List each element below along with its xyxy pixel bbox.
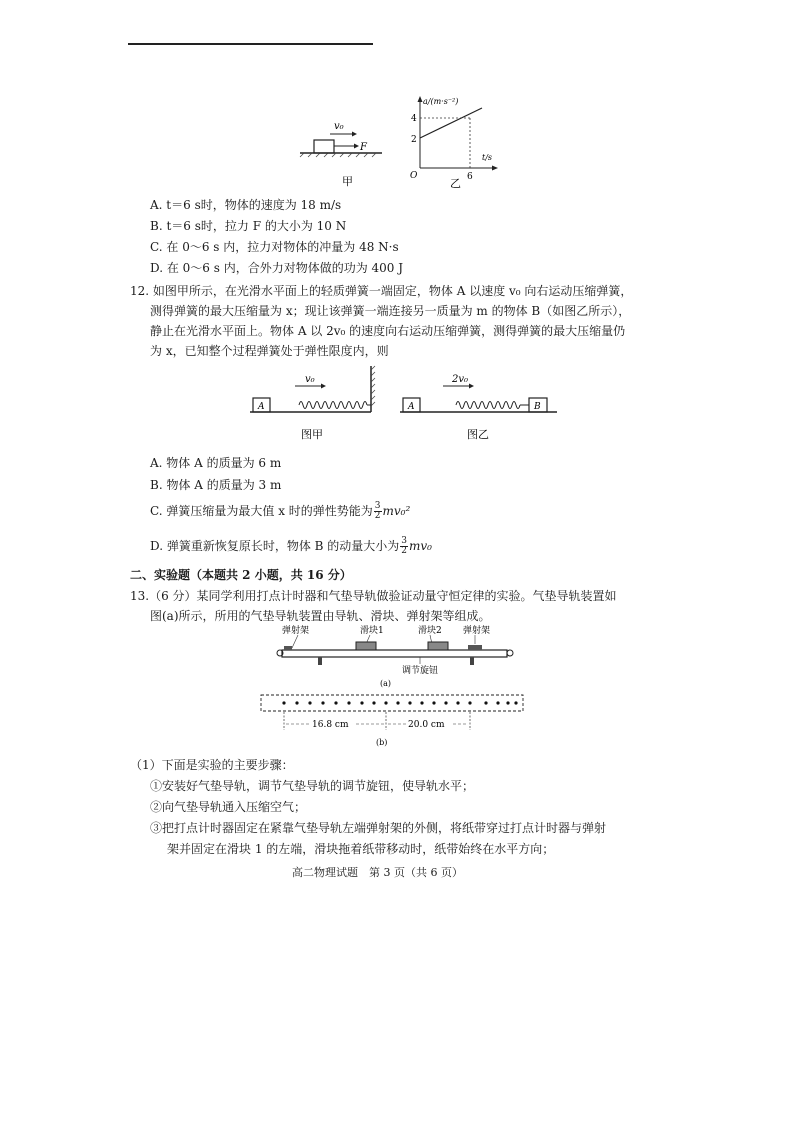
tick-4: 4 (411, 114, 417, 124)
label-slider-1: 滑块1 (360, 626, 384, 636)
q12-option-d (150, 535, 432, 557)
q11-figure (290, 90, 530, 190)
page-footer: 高二物理试题 第 3 页（共 6 页） (292, 866, 463, 879)
q13-step-2: ②向气垫导轨通入压缩空气； (150, 800, 307, 814)
x-axis-label: t/s (482, 153, 493, 162)
fig-jia-caption: 图甲 (301, 428, 323, 441)
q11-option-b: B. t＝6 s时，拉力 F 的大小为 10 N (150, 219, 347, 233)
leg-right (470, 657, 474, 665)
graph-line (420, 108, 482, 138)
launcher-left (284, 646, 292, 650)
fig-jia-spring (299, 402, 367, 409)
fig-yi-spring (456, 402, 520, 409)
fig-yi-block-a-label: A (408, 402, 415, 412)
header-rule (128, 43, 373, 45)
force-label: F (360, 142, 367, 153)
fig-yi-caption: 图乙 (467, 428, 489, 441)
caption-b: (b) (376, 738, 388, 747)
leg-left (318, 657, 322, 665)
q12-option-c-expr: mv₀² (382, 504, 411, 518)
fig-yi-v-arrowhead (469, 384, 474, 389)
air-track-figure (270, 620, 530, 690)
fig-yi-caption: 乙 (450, 177, 461, 190)
fig-jia-v-arrowhead (321, 384, 326, 389)
q12-option-c-fraction (374, 502, 382, 521)
slider-2 (428, 642, 448, 650)
air-track-rail (282, 650, 507, 657)
q12-option-a: A. 物体 A 的质量为 6 m (150, 456, 282, 470)
section-title: 二、实验题（本题共 2 小题，共 16 分） (130, 568, 352, 582)
y-axis-arrow (418, 96, 423, 102)
origin-label: O (410, 171, 418, 181)
label-knob: 调节旋钮 (402, 666, 439, 676)
q12-stem-line-4: 为 x，已知整个过程弹簧处于弹性限度内，则 (150, 344, 389, 358)
q12-option-c-text: C. 弹簧压缩量为最大值 x 时的弹性势能为 (150, 504, 373, 518)
fig-yi-block-b-label: B (534, 402, 541, 412)
q11-option-a: A. t＝6 s时，物体的速度为 18 m/s (150, 198, 342, 212)
tick-2: 2 (411, 135, 417, 145)
label-launcher-left: 弹射架 (282, 626, 310, 636)
span-1-label: 16.8 cm (312, 720, 349, 730)
q13-step-3-line-2: 架并固定在滑块 1 的左端，滑块拖着纸带移动时，纸带始终在水平方向； (167, 842, 555, 856)
q13-stem-line-1: 13.（6 分）某同学利用打点计时器和气垫导轨做验证动量守恒定律的实验。气垫导轨装置如 (130, 589, 617, 603)
q13-step-3-line-1: ③把打点计时器固定在紧靠气垫导轨左端弹射架的外侧，将纸带穿过打点计时器与弹射 (150, 821, 607, 835)
q12-stem-line-2: 测得弹簧的最大压缩量为 x；现让该弹簧一端连接另一质量为 m 的物体 B（如图乙所示）， (150, 304, 631, 318)
q12-option-d-text: D. 弹簧重新恢复原长时，物体 B 的动量大小为 (150, 539, 400, 553)
label-slider-2: 滑块2 (418, 626, 442, 636)
velocity-label: v₀ (334, 121, 344, 132)
paper-tape-figure (258, 692, 528, 750)
y-axis-label: a/(m·s⁻²) (423, 97, 459, 106)
slider-1 (356, 642, 376, 650)
leader-1 (292, 635, 298, 648)
q12-c-numerator: 3 (374, 501, 381, 511)
q12-d-numerator: 3 (401, 536, 408, 546)
paper-tape (261, 695, 523, 711)
x-axis-arrow (492, 166, 498, 171)
q12-stem-line-1: 12. 如图甲所示，在光滑水平面上的轻质弹簧一端固定，物体 A 以速度 v₀ 向右运动压缩弹簧， (130, 284, 633, 298)
q12-option-d-fraction (400, 537, 408, 556)
q12-option-b: B. 物体 A 的质量为 3 m (150, 478, 282, 492)
fig-jia-block-a-label: A (258, 402, 265, 412)
tape-dots (282, 701, 517, 704)
label-launcher-right: 弹射架 (463, 626, 491, 636)
q12-figure (245, 360, 565, 445)
launcher-right (468, 645, 482, 650)
q13-steps-title: （1）下面是实验的主要步骤： (130, 758, 294, 772)
q11-option-d: D. 在 0～6 s 内，合外力对物体做的功为 400 J (150, 261, 404, 275)
tick-6: 6 (467, 172, 473, 182)
q11-option-c: C. 在 0～6 s 内，拉力对物体的冲量为 48 N·s (150, 240, 399, 254)
q12-option-c (150, 500, 410, 522)
q12-stem-line-3: 静止在光滑水平面上。物体 A 以 2v₀ 的速度向右运动压缩弹簧，测得弹簧的最大压缩量仍 (150, 324, 626, 338)
block (314, 140, 334, 153)
track-end-right (507, 650, 513, 656)
fig-jia-caption: 甲 (342, 175, 353, 188)
q13-step-1: ①安装好气垫导轨，调节气垫导轨的调节旋钮，使导轨水平； (150, 779, 475, 793)
span-2-label: 20.0 cm (408, 720, 445, 730)
fig-jia-v-label: v₀ (305, 374, 315, 385)
force-arrowhead (354, 144, 359, 149)
fig-yi-v-label: 2v₀ (452, 374, 469, 385)
q12-option-d-expr: mv₀ (409, 539, 432, 553)
q12-d-denominator: 2 (401, 546, 408, 556)
q12-c-denominator: 2 (374, 511, 381, 521)
q13-stem-line-2: 图(a)所示，所用的气垫导轨装置由导轨、滑块、弹射架等组成。 (150, 609, 491, 623)
velocity-arrowhead (352, 132, 357, 137)
caption-a: (a) (380, 679, 392, 688)
